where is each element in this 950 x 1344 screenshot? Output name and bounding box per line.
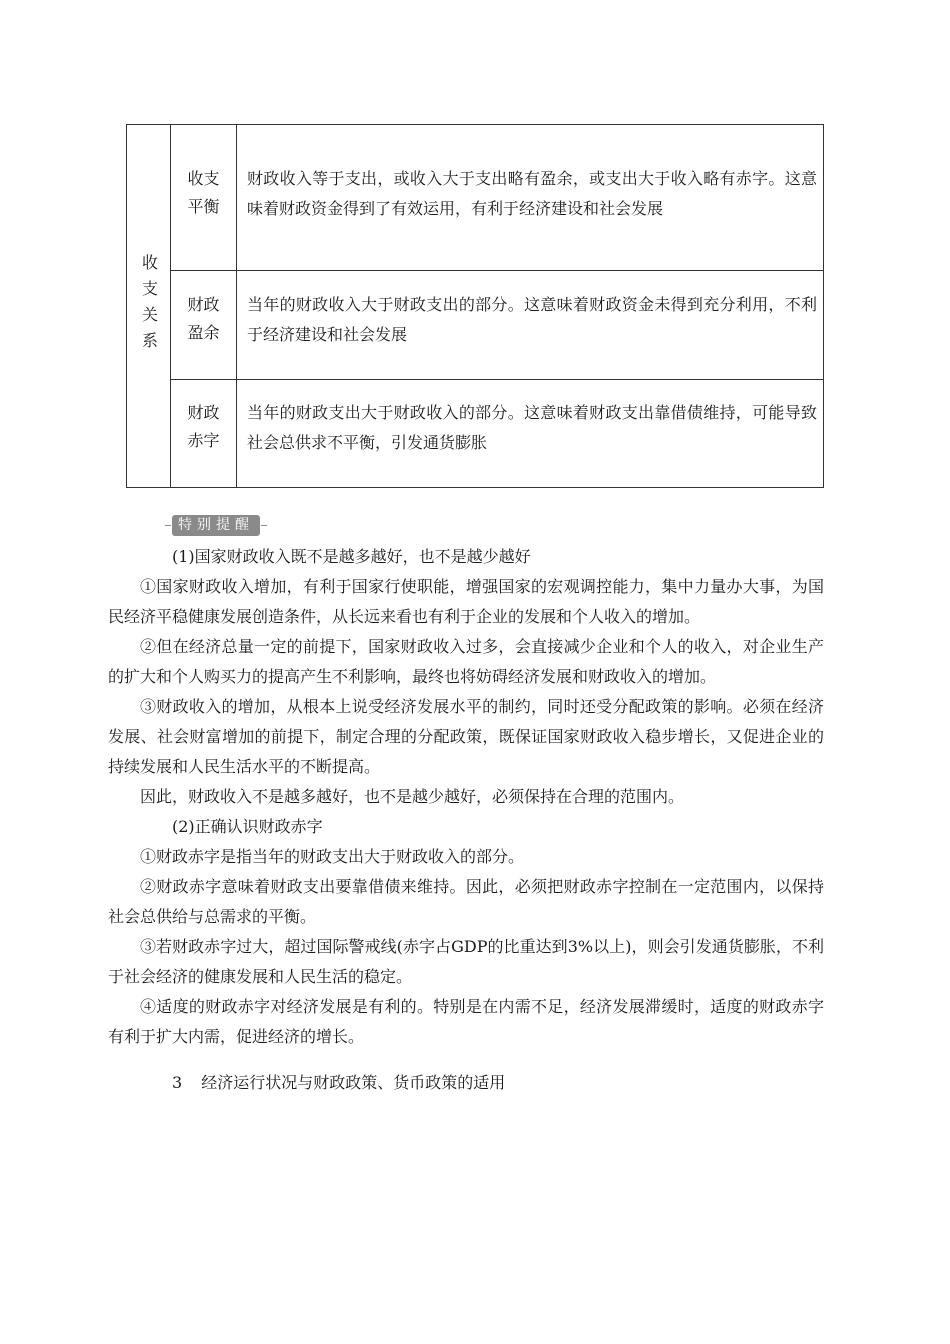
- paragraph: ②财政赤字意味着财政支出要靠借债来维持。因此，必须把财政赤字控制在一定范围内，以保持社会总供给与总需求的平衡。: [108, 877, 824, 926]
- table-divider: [170, 270, 823, 271]
- table-group-label: [127, 125, 170, 487]
- paragraph: ④适度的财政赤字对经济发展是有利的。特别是在内需不足，经济发展滞缓时，适度的财政赤字有利于扩大内需，促进经济的增长。: [108, 997, 824, 1046]
- table-row-desc: 当年的财政支出大于财政收入的部分。这意味着财政支出靠借债维持，可能导致社会总供求不平衡，引发通货膨胀: [247, 403, 817, 452]
- section-number: 3: [172, 1073, 183, 1092]
- paragraph: 因此，财政收入不是越多越好，也不是越少越好，必须保持在合理的范围内。: [140, 787, 685, 806]
- table-row-term: 收支平衡: [187, 169, 220, 216]
- relationship-table: [126, 124, 824, 488]
- tip-badge: 特别提醒: [172, 515, 260, 536]
- section-heading: [172, 1070, 505, 1096]
- group-label-text: 收支关系: [139, 254, 159, 358]
- paragraph-heading: (1)国家财政收入既不是越多越好，也不是越少越好: [172, 547, 531, 566]
- table-row-term: 财政赤字: [187, 403, 220, 450]
- body-text: [108, 542, 824, 1052]
- paragraph-heading: (2)正确认识财政赤字: [172, 817, 323, 836]
- table-row-desc: 财政收入等于支出，或收入大于支出略有盈余，或支出大于收入略有赤字。这意味着财政资金得到了有效运用，有利于经济建设和社会发展: [247, 169, 817, 218]
- table-row-desc: 当年的财政收入大于财政支出的部分。这意味着财政资金未得到充分利用，不利于经济建设和社会发展: [247, 295, 817, 344]
- table-row-term: 财政盈余: [187, 295, 220, 342]
- table-divider: [170, 379, 823, 380]
- paragraph: ②但在经济总量一定的前提下，国家财政收入过多，会直接减少企业和个人的收入，对企业生产的扩大和个人购买力的提高产生不利影响，最终也将妨碍经济发展和财政收入的增加。: [108, 637, 824, 686]
- paragraph: ①财政赤字是指当年的财政支出大于财政收入的部分。: [140, 847, 525, 866]
- section-title: 经济运行状况与财政政策、货币政策的适用: [201, 1073, 506, 1092]
- paragraph: ③若财政赤字过大，超过国际警戒线(赤字占GDP的比重达到3%以上)，则会引发通货膨胀，不利于社会经济的健康发展和人民生活的稳定。: [108, 937, 824, 986]
- paragraph: ③财政收入的增加，从根本上说受经济发展水平的制约，同时还受分配政策的影响。必须在经济发展、社会财富增加的前提下，制定合理的分配政策，既保证国家财政收入稳步增长，又促进企业的持续发展和人民生活水平的不断提高。: [108, 697, 824, 776]
- table-divider: [236, 125, 237, 487]
- paragraph: ①国家财政收入增加，有利于国家行使职能，增强国家的宏观调控能力，集中力量办大事，为国民经济平稳健康发展创造条件，从长远来看也有利于企业的发展和个人收入的增加。: [108, 577, 824, 626]
